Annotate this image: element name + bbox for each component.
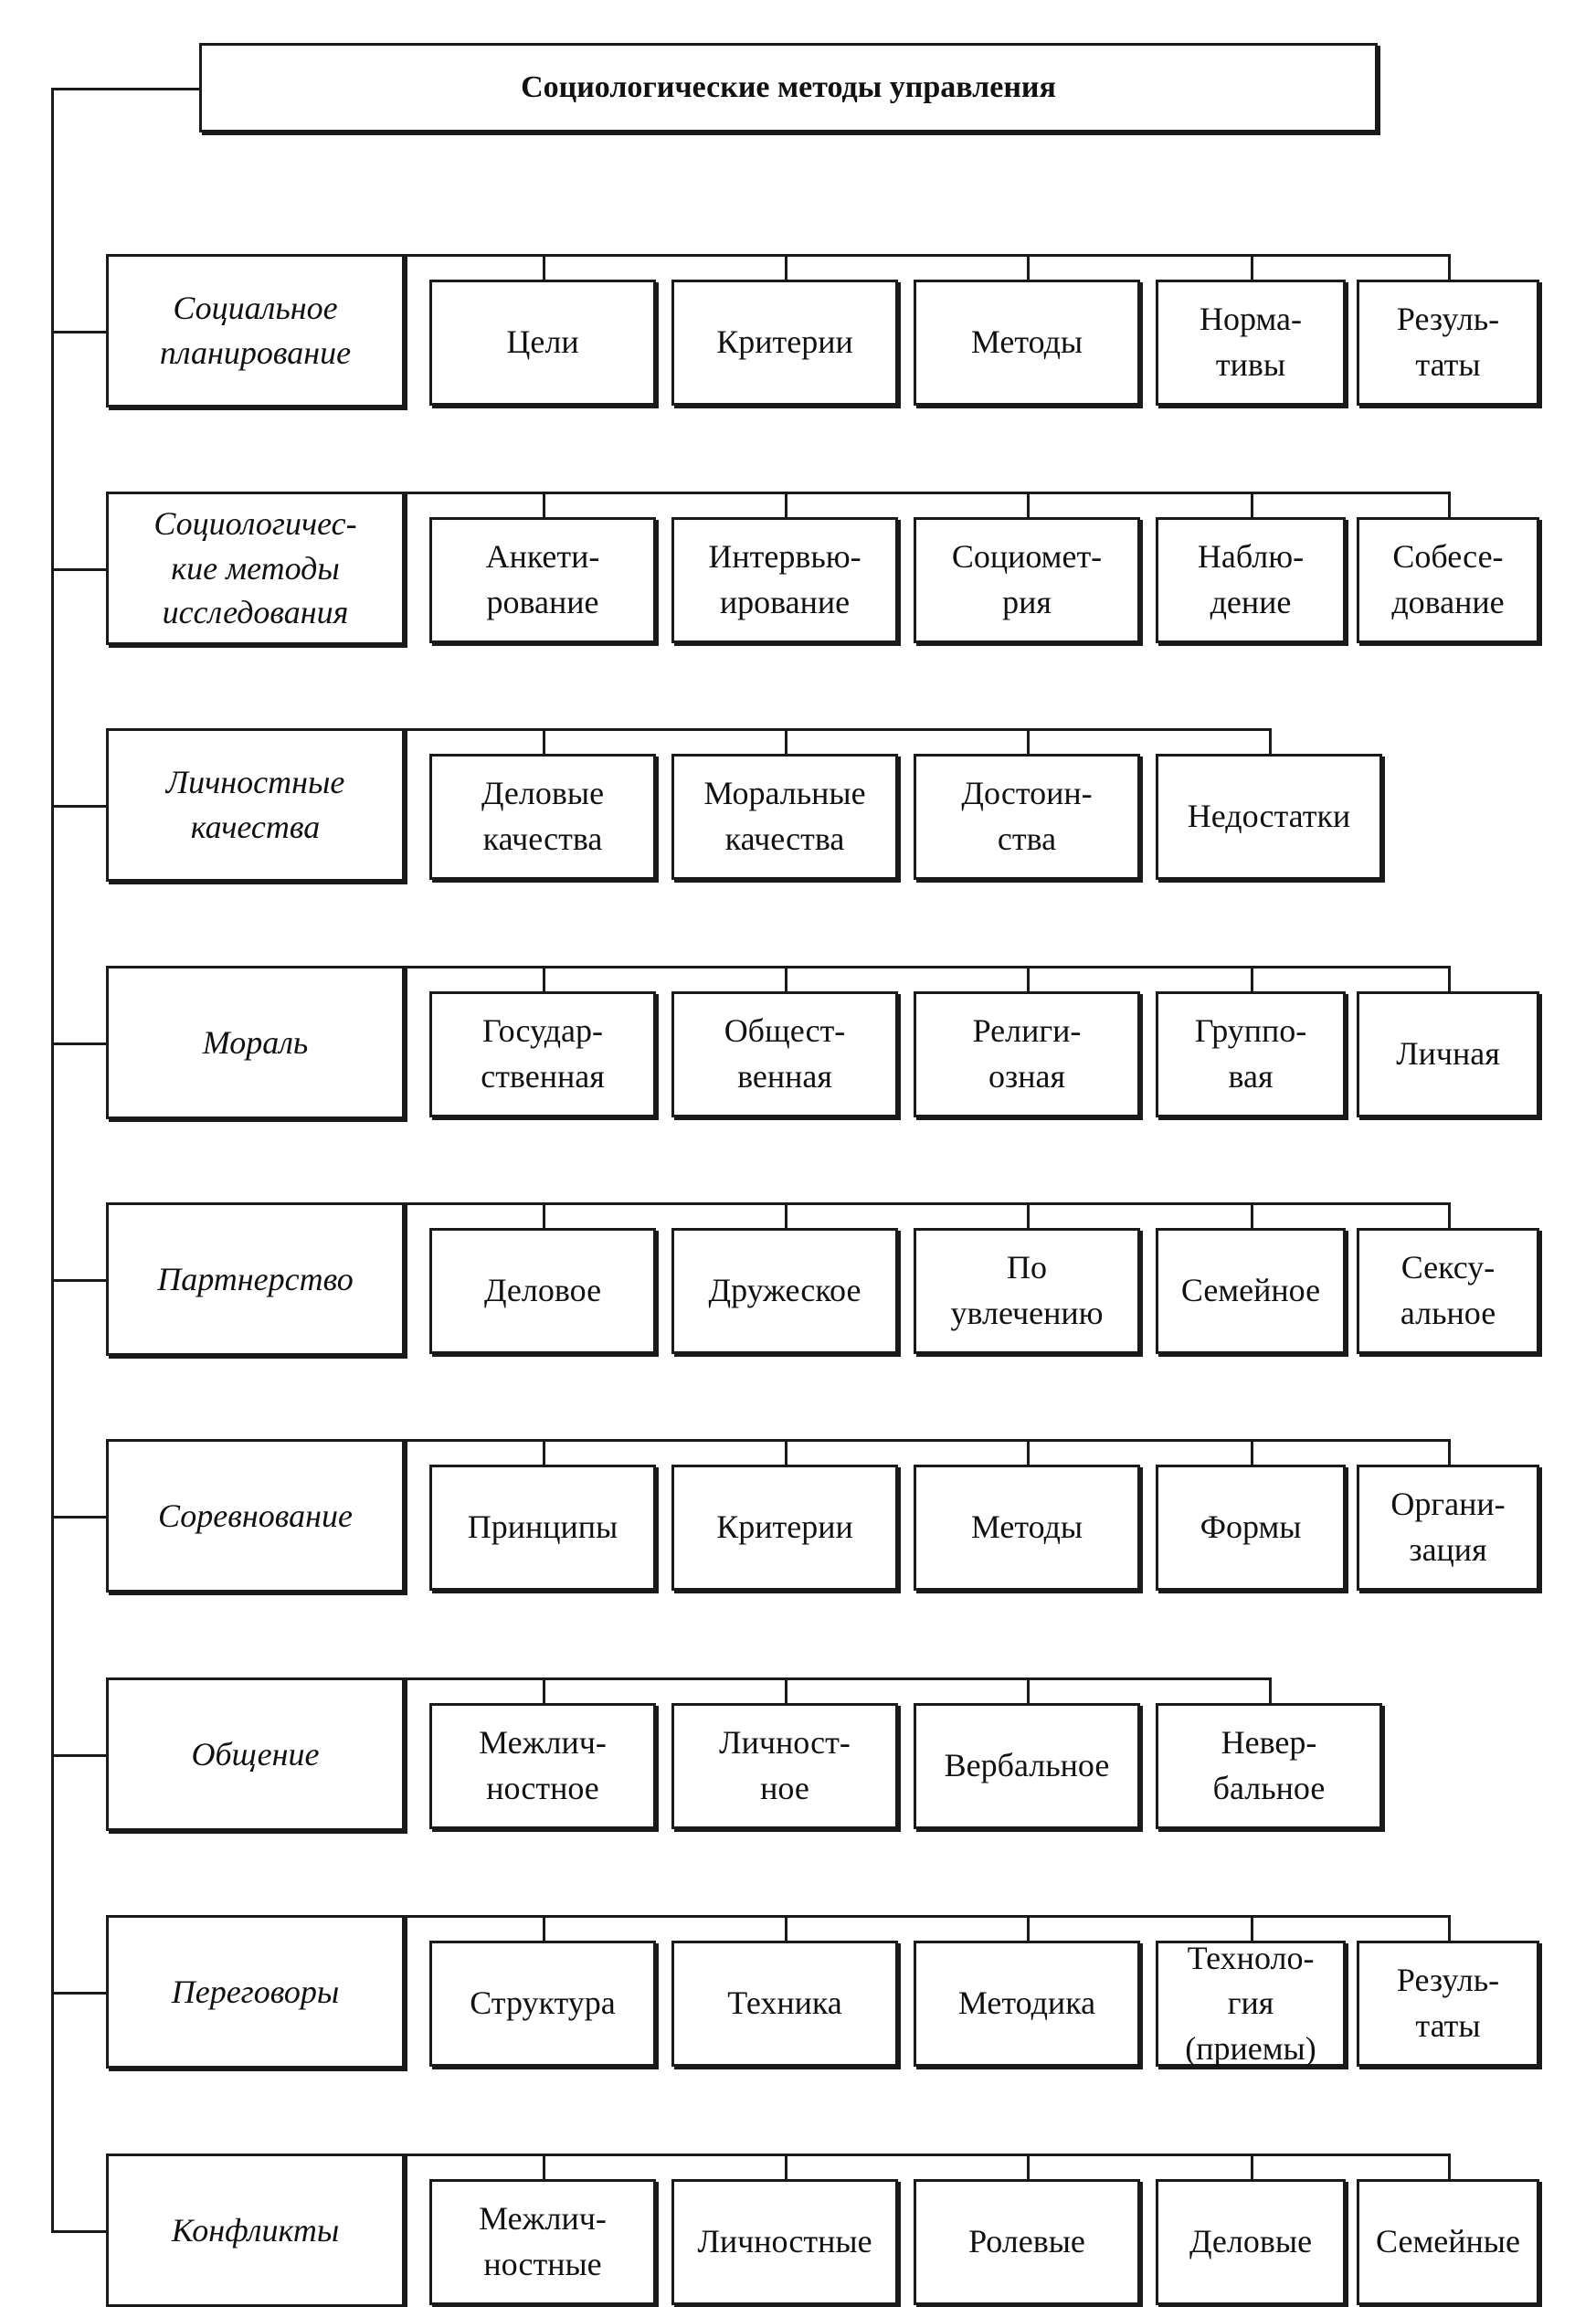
item-box (429, 754, 656, 880)
item-box (914, 991, 1140, 1117)
category-connector (51, 2230, 106, 2233)
item-box (1156, 754, 1382, 880)
item-box (1156, 991, 1346, 1117)
category-box (106, 492, 405, 645)
item-label: Методы (970, 323, 1083, 361)
category-box (106, 1439, 405, 1593)
item-box (1357, 1941, 1539, 2067)
item-box (671, 1228, 898, 1354)
category-label: Соревнование (158, 1497, 353, 1534)
item-label: Достоин- ства (961, 775, 1093, 857)
item-label: Ролевые (968, 2223, 1085, 2260)
item-box (429, 1941, 656, 2067)
item-connector (785, 966, 787, 991)
item-label: Вербальное (944, 1747, 1110, 1784)
item-connector (1448, 2154, 1451, 2179)
item-connector (1251, 492, 1253, 517)
item-box (429, 1228, 656, 1354)
category-label: Переговоры (171, 1973, 340, 2010)
item-connector (543, 2154, 545, 2179)
category-label: Личностные качества (165, 764, 345, 845)
item-box (914, 2179, 1140, 2305)
item-connector (1027, 1677, 1030, 1703)
item-connector (1448, 966, 1451, 991)
item-connector (1027, 1915, 1030, 1941)
item-label: Моральные качества (703, 775, 866, 857)
item-label: Органи- зация (1390, 1486, 1506, 1568)
item-box (1156, 517, 1346, 643)
item-connector (1251, 966, 1253, 991)
item-connector (785, 2154, 787, 2179)
item-connector (1251, 1439, 1253, 1465)
item-label: Техноло- гия (приемы) (1185, 1939, 1316, 2067)
category-connector (51, 1042, 106, 1045)
item-box (914, 1465, 1140, 1591)
item-connector (1027, 1439, 1030, 1465)
item-label: По увлечению (950, 1249, 1104, 1331)
item-connector (543, 1202, 545, 1228)
item-bus-line (405, 1202, 1451, 1205)
item-box (429, 991, 656, 1117)
item-connector (543, 1915, 545, 1941)
item-connector (785, 492, 787, 517)
item-bus-line (405, 2154, 1451, 2156)
item-label: Деловые качества (481, 775, 605, 857)
category-label: Социологичес- кие методы исследования (153, 505, 357, 631)
item-label: Резуль- таты (1396, 301, 1500, 383)
item-connector (1448, 1915, 1451, 1941)
item-box (914, 1941, 1140, 2067)
item-connector (543, 254, 545, 280)
item-label: Собесе- дование (1391, 538, 1505, 620)
item-connector (1269, 728, 1272, 754)
item-bus-line (405, 254, 1451, 257)
item-box (1156, 2179, 1346, 2305)
item-bus-line (405, 966, 1451, 968)
item-box (914, 280, 1140, 406)
title-connector (51, 88, 199, 90)
item-box (1156, 1941, 1346, 2067)
category-connector (51, 1279, 106, 1282)
item-label: Резуль- таты (1396, 1962, 1500, 2044)
item-label: Недостатки (1187, 798, 1351, 835)
item-box (1357, 2179, 1539, 2305)
item-connector (1251, 1202, 1253, 1228)
item-connector (1027, 492, 1030, 517)
item-box (671, 1465, 898, 1591)
item-box (671, 517, 898, 643)
item-connector (1251, 254, 1253, 280)
item-box (914, 517, 1140, 643)
item-box (914, 1703, 1140, 1829)
item-connector (1448, 1202, 1451, 1228)
item-label: Интервью- ирование (708, 538, 861, 620)
item-label: Межлич- ностное (479, 1724, 607, 1806)
item-connector (785, 1202, 787, 1228)
category-connector (51, 1754, 106, 1757)
item-connector (543, 966, 545, 991)
item-box (1357, 280, 1539, 406)
diagram-title (199, 43, 1378, 132)
item-label: Социомет- рия (951, 538, 1103, 620)
item-bus-line (405, 1677, 1272, 1680)
item-connector (1269, 1677, 1272, 1703)
item-connector (543, 492, 545, 517)
item-connector (543, 1677, 545, 1703)
item-bus-line (405, 1915, 1451, 1918)
item-box (1156, 1703, 1382, 1829)
category-connector (51, 1516, 106, 1519)
item-connector (543, 1439, 545, 1465)
item-connector (785, 1677, 787, 1703)
category-connector (51, 1992, 106, 1995)
item-label: Семейное (1180, 1272, 1321, 1309)
item-label: Структура (470, 1984, 616, 2022)
item-label: Невер- бальное (1212, 1724, 1326, 1806)
item-box (671, 2179, 898, 2305)
item-label: Государ- ственная (481, 1012, 605, 1095)
category-connector (51, 568, 106, 571)
item-label: Критерии (716, 1508, 853, 1546)
item-label: Группо- вая (1194, 1012, 1307, 1095)
category-label: Социальное планирование (159, 290, 352, 371)
item-box (1156, 1465, 1346, 1591)
item-label: Норма- тивы (1200, 301, 1302, 383)
item-label: Личностные (697, 2223, 872, 2260)
category-label: Партнерство (157, 1260, 354, 1297)
item-connector (785, 254, 787, 280)
item-box (429, 1703, 656, 1829)
item-box (1156, 280, 1346, 406)
category-box (106, 728, 405, 882)
item-connector (1027, 728, 1030, 754)
item-bus-line (405, 1439, 1451, 1442)
item-connector (1027, 2154, 1030, 2179)
item-label: Межлич- ностные (479, 2200, 607, 2282)
item-box (429, 280, 656, 406)
category-connector (51, 331, 106, 333)
item-box (1357, 991, 1539, 1117)
item-connector (543, 728, 545, 754)
category-label: Мораль (202, 1023, 309, 1061)
item-label: Сексу- альное (1400, 1249, 1496, 1331)
category-box (106, 1915, 405, 2069)
item-label: Формы (1200, 1508, 1302, 1546)
item-label: Методика (957, 1984, 1096, 2022)
item-box (671, 754, 898, 880)
item-box (671, 280, 898, 406)
item-label: Семейные (1376, 2223, 1520, 2260)
category-box (106, 1677, 405, 1831)
item-connector (785, 1439, 787, 1465)
item-label: Наблю- дение (1197, 538, 1305, 620)
item-connector (1027, 1202, 1030, 1228)
category-label: Общение (191, 1735, 320, 1773)
item-box (429, 517, 656, 643)
category-box (106, 2154, 405, 2307)
item-connector (785, 1915, 787, 1941)
item-box (1357, 1228, 1539, 1354)
item-label: Техника (727, 1984, 842, 2022)
item-label: Общест- венная (724, 1012, 846, 1095)
item-connector (785, 728, 787, 754)
item-box (429, 2179, 656, 2305)
item-label: Методы (970, 1508, 1083, 1546)
item-connector (1251, 2154, 1253, 2179)
item-label: Анкети- рование (485, 538, 600, 620)
item-box (671, 991, 898, 1117)
item-label: Личност- ное (719, 1724, 851, 1806)
item-box (914, 754, 1140, 880)
item-box (671, 1941, 898, 2067)
item-box (1357, 1465, 1539, 1591)
item-bus-line (405, 492, 1451, 494)
item-box (671, 1703, 898, 1829)
item-connector (1448, 1439, 1451, 1465)
item-box (1357, 517, 1539, 643)
item-connector (1027, 254, 1030, 280)
category-box (106, 1202, 405, 1356)
item-connector (1448, 492, 1451, 517)
item-label: Деловые (1189, 2223, 1313, 2260)
category-box (106, 966, 405, 1119)
item-connector (1027, 966, 1030, 991)
diagram-title-text: Социологические методы управления (521, 70, 1056, 104)
category-connector (51, 805, 106, 808)
category-label: Конфликты (171, 2211, 340, 2249)
item-bus-line (405, 728, 1272, 731)
item-label: Принципы (467, 1508, 618, 1546)
item-box (914, 1228, 1140, 1354)
item-label: Цели (506, 323, 579, 361)
category-box (106, 254, 405, 407)
item-box (429, 1465, 656, 1591)
item-label: Критерии (716, 323, 853, 361)
item-label: Личная (1396, 1035, 1500, 1073)
item-connector (1448, 254, 1451, 280)
item-label: Деловое (483, 1272, 602, 1309)
trunk-line (51, 88, 54, 2233)
item-label: Дружеское (708, 1272, 861, 1309)
item-box (1156, 1228, 1346, 1354)
item-label: Религи- озная (972, 1012, 1082, 1095)
